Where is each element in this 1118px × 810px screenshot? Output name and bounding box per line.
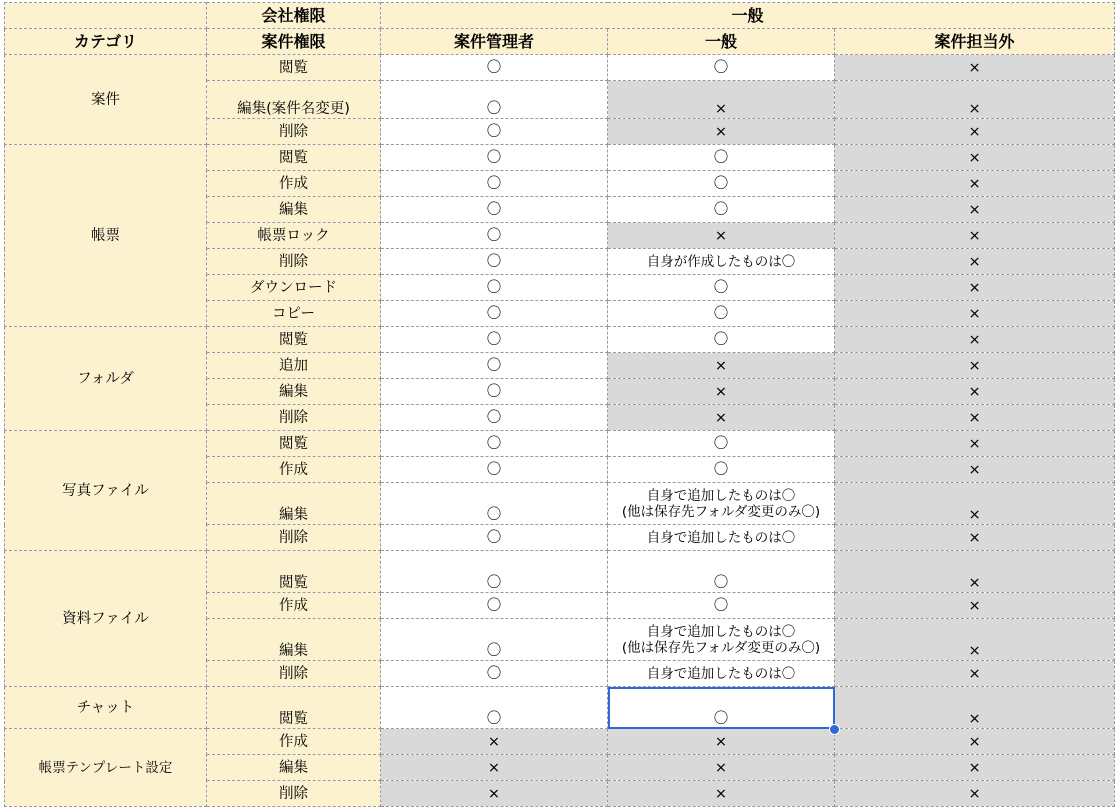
permission-cell[interactable]: 編集 bbox=[207, 379, 381, 405]
value-cell[interactable]: 〇 bbox=[381, 275, 608, 301]
category-cell[interactable]: チャット bbox=[5, 687, 207, 729]
value-cell[interactable]: × bbox=[835, 55, 1115, 81]
permission-cell[interactable]: ダウンロード bbox=[207, 275, 381, 301]
permission-cell[interactable]: 削除 bbox=[207, 525, 381, 551]
value-cell[interactable]: 〇 bbox=[381, 301, 608, 327]
selection-fill-handle[interactable] bbox=[829, 724, 840, 735]
permission-table bbox=[4, 2, 1115, 807]
value-cell[interactable]: 〇 bbox=[381, 593, 608, 619]
value-cell[interactable]: × bbox=[608, 729, 835, 755]
value-line: (他は保存先フォルダ変更のみ〇) bbox=[621, 503, 821, 520]
permission-cell[interactable]: 作成 bbox=[207, 593, 381, 619]
table-row bbox=[5, 145, 1115, 171]
value-cell[interactable]: × bbox=[381, 781, 608, 807]
header-company-permission[interactable]: 会社権限 bbox=[207, 3, 381, 29]
value-cell[interactable]: × bbox=[381, 729, 608, 755]
value-cell[interactable]: 〇 bbox=[608, 145, 835, 171]
value-cell[interactable]: × bbox=[608, 755, 835, 781]
header-cell[interactable] bbox=[5, 3, 207, 29]
category-cell[interactable]: 帳票 bbox=[5, 145, 207, 327]
value-cell[interactable]: × bbox=[835, 379, 1115, 405]
value-cell[interactable]: × bbox=[608, 119, 835, 145]
value-cell[interactable]: 〇 bbox=[608, 457, 835, 483]
permission-cell[interactable]: 作成 bbox=[207, 729, 381, 755]
value-cell[interactable]: 〇 bbox=[381, 223, 608, 249]
table-row bbox=[5, 431, 1115, 457]
category-cell[interactable]: 写真ファイル bbox=[5, 431, 207, 551]
value-cell[interactable]: 〇 bbox=[381, 197, 608, 223]
value-cell[interactable]: 〇 bbox=[381, 483, 608, 525]
permission-cell[interactable]: 削除 bbox=[207, 781, 381, 807]
header-case-admin[interactable]: 案件管理者 bbox=[381, 29, 608, 55]
value-cell[interactable]: 〇 bbox=[608, 327, 835, 353]
value-cell[interactable]: × bbox=[835, 551, 1115, 593]
value-cell[interactable]: × bbox=[835, 353, 1115, 379]
value-cell[interactable]: × bbox=[835, 483, 1115, 525]
value-cell[interactable]: 〇 bbox=[381, 551, 608, 593]
value-cell[interactable]: × bbox=[608, 405, 835, 431]
permission-cell[interactable]: 閲覧 bbox=[207, 327, 381, 353]
table-row bbox=[5, 729, 1115, 755]
table-row bbox=[5, 687, 1115, 729]
value-cell[interactable]: × bbox=[835, 619, 1115, 661]
value-cell[interactable]: 〇 bbox=[381, 353, 608, 379]
value-cell[interactable]: 〇 bbox=[381, 81, 608, 119]
value-cell[interactable]: 〇 bbox=[381, 405, 608, 431]
permission-cell[interactable]: 削除 bbox=[207, 661, 381, 687]
value-line: 自身で追加したものは〇 bbox=[646, 487, 796, 504]
value-cell[interactable]: 〇 bbox=[608, 197, 835, 223]
permission-cell[interactable]: 閲覧 bbox=[207, 687, 381, 729]
category-cell[interactable]: 帳票テンプレート設定 bbox=[5, 729, 207, 807]
permission-cell[interactable]: 閲覧 bbox=[207, 431, 381, 457]
value-cell[interactable]: × bbox=[835, 301, 1115, 327]
value-line: (他は保存先フォルダ変更のみ〇) bbox=[621, 639, 821, 656]
value-cell[interactable]: × bbox=[835, 781, 1115, 807]
value-cell[interactable]: × bbox=[835, 457, 1115, 483]
value-cell[interactable]: × bbox=[835, 171, 1115, 197]
header-role-general[interactable]: 一般 bbox=[381, 3, 1115, 29]
table-row bbox=[5, 551, 1115, 593]
value-cell[interactable]: 〇 bbox=[608, 275, 835, 301]
table-row bbox=[5, 327, 1115, 353]
value-cell[interactable]: × bbox=[835, 431, 1115, 457]
value-cell[interactable]: 〇 bbox=[381, 55, 608, 81]
value-cell[interactable]: 〇 bbox=[381, 431, 608, 457]
header-row-2 bbox=[5, 29, 1115, 55]
category-cell[interactable]: 案件 bbox=[5, 55, 207, 145]
permission-cell[interactable]: 作成 bbox=[207, 457, 381, 483]
value-cell[interactable]: × bbox=[835, 197, 1115, 223]
permission-cell[interactable]: 削除 bbox=[207, 119, 381, 145]
value-cell[interactable]: 自身で追加したものは〇 bbox=[608, 661, 835, 687]
value-cell[interactable]: × bbox=[835, 223, 1115, 249]
permission-cell[interactable]: 削除 bbox=[207, 405, 381, 431]
value-cell[interactable]: × bbox=[608, 781, 835, 807]
value-cell[interactable]: 〇 bbox=[608, 593, 835, 619]
value-cell[interactable]: × bbox=[835, 661, 1115, 687]
permission-cell[interactable]: コピー bbox=[207, 301, 381, 327]
permission-cell[interactable]: 閲覧 bbox=[207, 145, 381, 171]
value-cell[interactable]: × bbox=[608, 353, 835, 379]
value-cell[interactable]: × bbox=[381, 755, 608, 781]
value-cell[interactable]: × bbox=[835, 81, 1115, 119]
permission-cell[interactable]: 作成 bbox=[207, 171, 381, 197]
value-cell[interactable]: 自身が作成したものは〇 bbox=[608, 249, 835, 275]
header-category[interactable]: カテゴリ bbox=[5, 29, 207, 55]
value-cell[interactable]: 〇 bbox=[608, 171, 835, 197]
value-cell[interactable]: 〇 bbox=[381, 171, 608, 197]
value-cell[interactable]: 〇 bbox=[608, 431, 835, 457]
header-general[interactable]: 一般 bbox=[608, 29, 835, 55]
permission-cell[interactable]: 閲覧 bbox=[207, 551, 381, 593]
value-cell[interactable]: 〇 bbox=[381, 119, 608, 145]
value-cell[interactable]: × bbox=[835, 145, 1115, 171]
value-cell[interactable]: × bbox=[835, 275, 1115, 301]
header-case-permission[interactable]: 案件権限 bbox=[207, 29, 381, 55]
value-cell[interactable]: × bbox=[835, 729, 1115, 755]
header-row-1 bbox=[5, 3, 1115, 29]
value-cell[interactable]: × bbox=[608, 223, 835, 249]
value-line: 自身で追加したものは〇 bbox=[646, 623, 796, 640]
value-cell[interactable]: 〇 bbox=[608, 301, 835, 327]
permission-cell[interactable]: 削除 bbox=[207, 249, 381, 275]
permission-cell[interactable]: 編集 bbox=[207, 619, 381, 661]
value-cell[interactable] bbox=[608, 483, 835, 525]
permission-cell[interactable]: 編集 bbox=[207, 197, 381, 223]
value-cell[interactable]: 〇 bbox=[381, 661, 608, 687]
value-cell[interactable]: × bbox=[835, 525, 1115, 551]
value-cell[interactable]: 〇 bbox=[381, 145, 608, 171]
permission-cell[interactable]: 編集(案件名変更) bbox=[207, 81, 381, 119]
value-cell[interactable]: 〇 bbox=[381, 457, 608, 483]
value-cell[interactable]: 〇 bbox=[381, 525, 608, 551]
permission-cell[interactable]: 編集 bbox=[207, 483, 381, 525]
value-cell[interactable]: 〇 bbox=[608, 551, 835, 593]
value-cell[interactable]: × bbox=[835, 119, 1115, 145]
value-cell[interactable]: × bbox=[835, 327, 1115, 353]
permission-cell[interactable]: 追加 bbox=[207, 353, 381, 379]
value-cell[interactable]: × bbox=[835, 405, 1115, 431]
value-cell[interactable]: × bbox=[835, 755, 1115, 781]
value-cell[interactable]: 〇 bbox=[381, 249, 608, 275]
value-cell[interactable]: 〇 bbox=[381, 379, 608, 405]
header-outside[interactable]: 案件担当外 bbox=[835, 29, 1115, 55]
category-cell[interactable]: 資料ファイル bbox=[5, 551, 207, 687]
value-cell[interactable]: × bbox=[608, 81, 835, 119]
value-cell[interactable]: × bbox=[835, 593, 1115, 619]
permission-cell[interactable]: 編集 bbox=[207, 755, 381, 781]
value-cell[interactable]: 〇 bbox=[381, 619, 608, 661]
value-cell[interactable]: × bbox=[835, 249, 1115, 275]
value-cell[interactable]: × bbox=[835, 687, 1115, 729]
value-cell[interactable]: × bbox=[608, 379, 835, 405]
selected-cell[interactable]: 〇 bbox=[608, 687, 835, 729]
category-cell[interactable]: フォルダ bbox=[5, 327, 207, 431]
value-cell[interactable] bbox=[608, 619, 835, 661]
permission-cell[interactable]: 閲覧 bbox=[207, 55, 381, 81]
value-cell[interactable]: 〇 bbox=[381, 687, 608, 729]
value-cell[interactable]: 自身で追加したものは〇 bbox=[608, 525, 835, 551]
value-cell[interactable]: 〇 bbox=[608, 55, 835, 81]
value-cell[interactable]: 〇 bbox=[381, 327, 608, 353]
permission-cell[interactable]: 帳票ロック bbox=[207, 223, 381, 249]
table-row bbox=[5, 55, 1115, 81]
